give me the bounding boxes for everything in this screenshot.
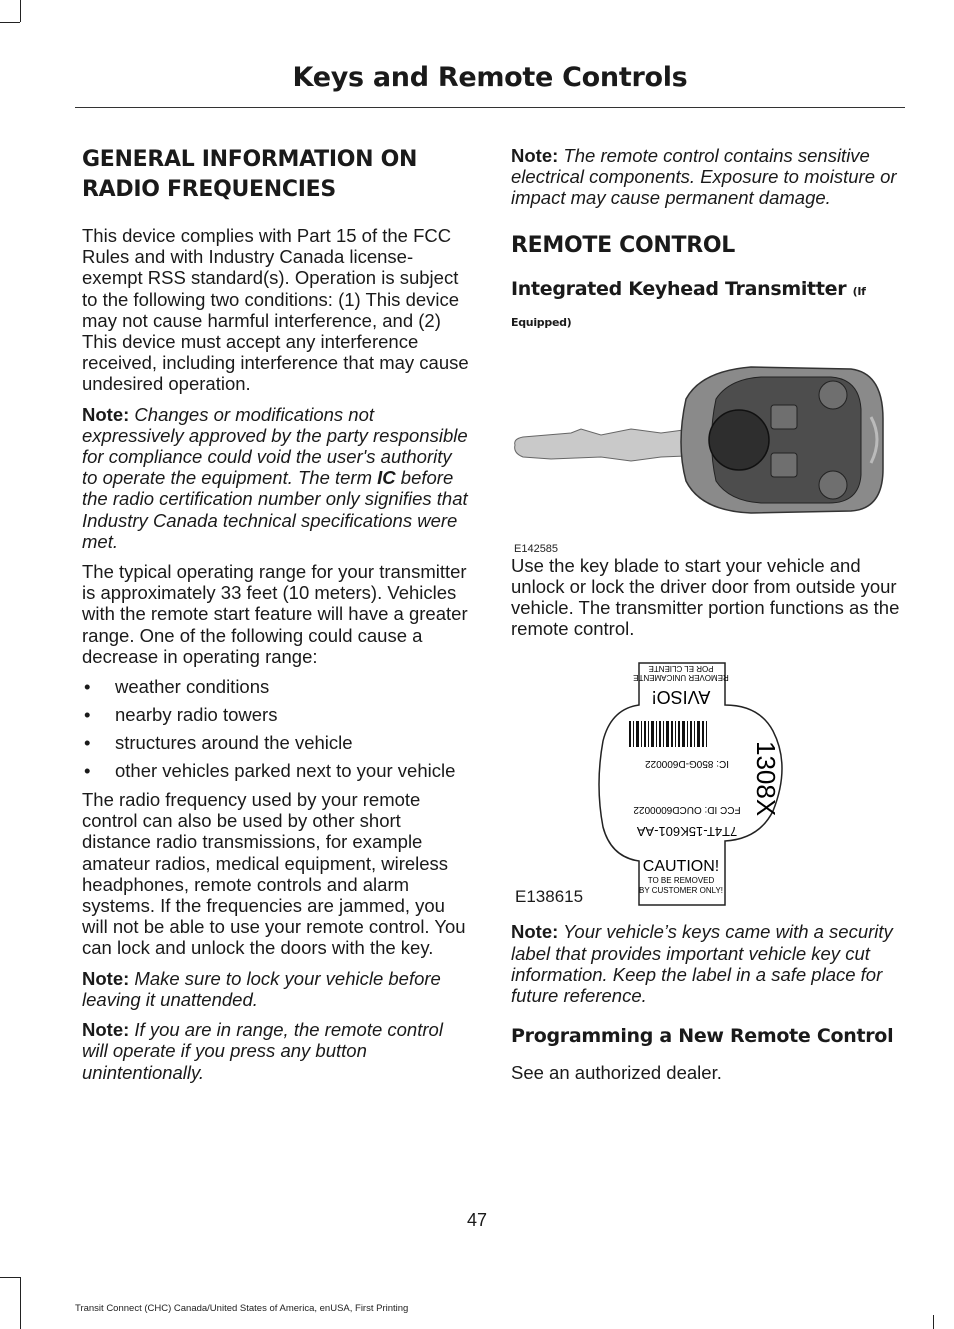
key-figure xyxy=(511,347,903,557)
note-security-label: Note: Your vehicle’s keys came with a security label that provides important vehicle key cut information. Keep the label in a safe place for future reference. xyxy=(511,921,893,1007)
note-unintentional-press: Note: If you are in range, the remote control will operate if you press any button unintentionally. xyxy=(82,1019,443,1083)
bullet-icon: • xyxy=(84,760,91,782)
panic-button-icon xyxy=(819,381,847,409)
bullet-icon: • xyxy=(84,704,91,726)
section-heading-radio-frequencies: GENERAL INFORMATION ON RADIO FREQUENCIES xyxy=(82,147,418,202)
label-aviso-sub2: POR EL CLIENTE xyxy=(648,664,714,674)
note-sensitive-components: Note: The remote control contains sensitive electrical components. Exposure to moisture or impact may cause permanent damage. xyxy=(511,145,897,209)
label-aviso-sub1: REMOVER UNICAMENTE xyxy=(633,673,729,683)
list-item: • structures around the vehicle xyxy=(84,732,353,754)
figure-id: E142585 xyxy=(514,542,559,555)
note-modifications xyxy=(82,404,472,552)
remote-start-button-icon xyxy=(819,471,847,499)
crop-mark xyxy=(0,1277,20,1278)
paragraph-authorized-dealer: See an authorized dealer. xyxy=(511,1062,722,1084)
note-label: Note: xyxy=(82,403,130,425)
page-title: Keys and Remote Controls xyxy=(292,62,688,93)
crop-mark xyxy=(0,22,20,23)
range-factors-list xyxy=(82,676,472,781)
lock-button-icon xyxy=(771,405,797,429)
crop-mark xyxy=(933,1315,934,1329)
page-number: 47 xyxy=(466,1210,488,1230)
subheading-keyhead-transmitter: Integrated Keyhead Transmitter (If Equipped) xyxy=(511,277,866,329)
list-item: • nearby radio towers xyxy=(84,704,278,726)
label-aviso: AVISO! xyxy=(651,687,711,708)
key-transmitter-illustration xyxy=(511,359,903,534)
right-column xyxy=(511,145,903,1092)
label-caution-sub2: BY CUSTOMER ONLY! xyxy=(638,886,724,896)
key-center-boss xyxy=(709,410,769,470)
label-ic-number: IC: 850G-D600022 xyxy=(645,758,729,770)
label-caution-sub1: TO BE REMOVED xyxy=(647,876,715,886)
note-lock-vehicle: Note: Make sure to lock your vehicle before leaving it unattended. xyxy=(82,967,441,1010)
bullet-icon: • xyxy=(84,676,91,698)
label-key-code: 1308X xyxy=(751,741,781,817)
paragraph-operating-range: The typical operating range for your transmitter is approximately 33 feet (10 meters). Vehicles with the remote start feature will have a greater range. One of the following could cause a decrease in operating range: xyxy=(82,561,468,667)
paragraph-fcc-compliance: This device complies with Part 15 of the FCC Rules and with Industry Canada license-exempt RSS standard(s). Operation is subject to the following two conditions: (1) This device may not cause harmful interference, and (2) This device must accept any interference received, including interference that may cause undesired operation. xyxy=(82,225,469,395)
subheading-programming-remote: Programming a New Remote Control xyxy=(511,1025,894,1048)
crop-mark xyxy=(20,0,21,22)
footer-text: Transit Connect (CHC) Canada/United States of America, enUSA, First Printing xyxy=(75,1303,409,1314)
list-item: • other vehicles parked next to your vehicle xyxy=(84,760,456,782)
security-label-figure xyxy=(511,661,903,909)
paragraph-key-blade: Use the key blade to start your vehicle and unlock or lock the driver door from outside your vehicle. The transmitter portion functions as the remote control. xyxy=(511,554,900,640)
bullet-icon: • xyxy=(84,732,91,754)
left-column xyxy=(82,145,472,1092)
note-text: Changes or modifications not expressively approved by the party responsible for compliance could void the user's authority to operate the equipment. The term IC before the radio certification number only signifies that Industry Canada technical specifications were met. xyxy=(82,403,468,552)
label-part-number: 7T4T-15K601-AA xyxy=(636,824,738,840)
figure-id: E138615 xyxy=(515,887,584,907)
paragraph-frequency-sharing: The radio frequency used by your remote control can also be used by other short distance radio transmissions, for example amateur radios, medical equipment, wireless headphones, remote controls and alarm systems. If the frequencies are jammed, you will not be able to use your remote control. You can lock and unlock the doors with the key. xyxy=(82,789,466,959)
crop-mark xyxy=(20,1315,21,1329)
list-item: • weather conditions xyxy=(84,676,270,698)
unlock-button-icon xyxy=(771,453,797,477)
label-fcc-id: FCC ID: OUCD6000022 xyxy=(633,804,741,816)
page-header xyxy=(75,60,905,108)
section-heading-remote-control: REMOTE CONTROL xyxy=(511,232,735,258)
label-caution: CAUTION! xyxy=(642,858,720,876)
security-label-illustration xyxy=(511,661,903,909)
